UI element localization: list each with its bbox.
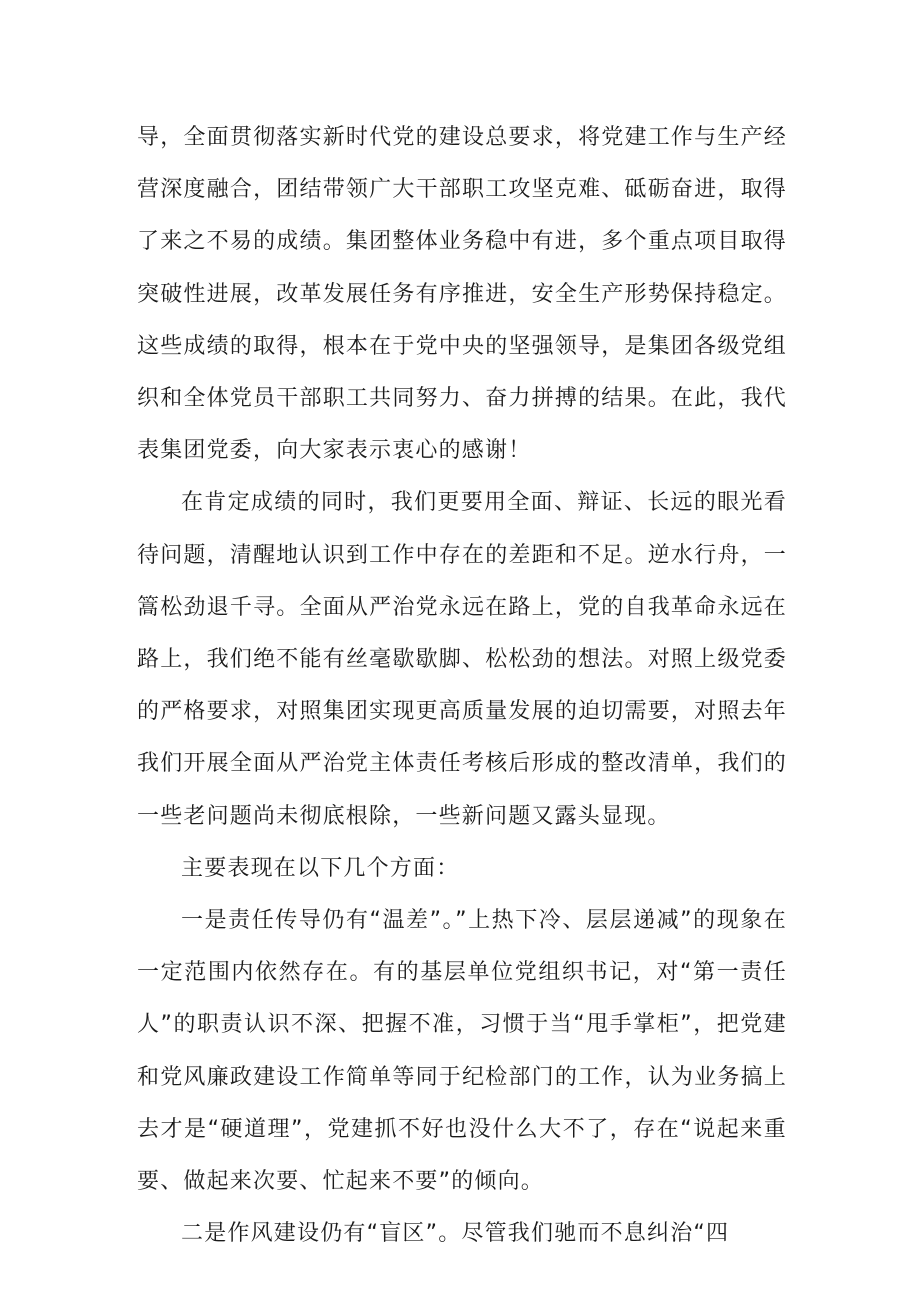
paragraph-2: 在肯定成绩的同时，我们更要用全面、辩证、长远的眼光看待问题，清醒地认识到工作中存在的差距和不足。逆水行舟，一篙松劲退千寻。全面从严治党永远在路上，党的自我革命永远在路上，我们绝不能有丝毫歇歇脚、松松劲的想法。对照上级党委的严格要求，对照集团实现更高质量发展的迫切需要，对照去年我们开展全面从严治党主体责任考核后形成的整改清单，我们的一些老问题尚未彻底根除，一些新问题又露头显现。: [137, 490, 787, 829]
paragraph-3: 主要表现在以下几个方面：: [181, 855, 460, 881]
paragraph-4: 一是责任传导仍有“温差”。”上热下冷、层层递减”的现象在一定范围内依然存在。有的基层单位党组织书记，对“第一责任人”的职责认识不深、把握不准，习惯于当“甩手掌柜”，把党建和党风廉政建设工作简单等同于纪检部门的工作，认为业务搞上去才是“硬道理”，党建抓不好也没什么大不了，存在“说起来重要、做起来次要、忙起来不要”的倾向。: [137, 908, 787, 1195]
document-body: [137, 112, 787, 1260]
paragraph-5: 二是作风建设仍有“盲区”。尽管我们驰而不息纠治“四: [181, 1221, 730, 1247]
paragraph-1: 导，全面贯彻落实新时代党的建设总要求，将党建工作与生产经营深度融合，团结带领广大干部职工攻坚克难、砥砺奋进，取得了来之不易的成绩。集团整体业务稳中有进，多个重点项目取得突破性进展，改革发展任务有序推进，安全生产形势保持稳定。这些成绩的取得，根本在于党中央的坚强领导，是集团各级党组织和全体党员干部职工共同努力、奋力拼搏的结果。在此，我代表集团党委，向大家表示衷心的感谢！: [137, 125, 787, 464]
